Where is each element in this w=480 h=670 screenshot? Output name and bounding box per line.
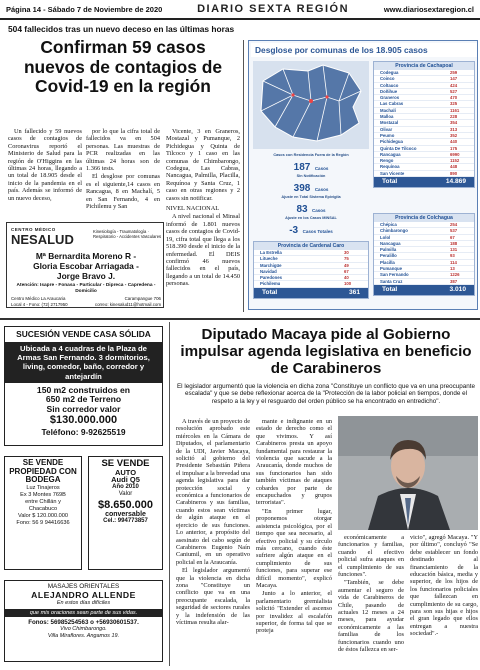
stat-value: 398	[293, 183, 311, 194]
ad-heading: SE VENDE	[101, 458, 150, 469]
macaya-col2-text-b: "En primer lugar, proponemos otorgar asistencia psicológica, por el tiempo que sea necesario, al efectivo policial y su círculo más cercano, cuando éste sufriere algún ataque en el cumplimiento de sus funciones, para superar ese difícil momento", explicó Macaya.	[256, 507, 332, 589]
ad-phone: Fono: 56 9 94416636	[16, 519, 70, 526]
stat-value: 187	[293, 162, 311, 173]
table-row: Nancagua 188	[374, 241, 474, 247]
clinic-coverage: Atención: Isapre - Fonasa - Particular - Dipreca - Capredena - Domicilio	[16, 283, 156, 294]
table-row: Paredones 40	[254, 275, 368, 281]
ad-land-area: 650 m2 de Terreno	[45, 394, 122, 405]
clinic-specialties: Kinesiología - Traumatología · Respiratorio - Accidentes Vasculares	[93, 229, 162, 239]
table-row: Chépica 254	[374, 222, 474, 228]
ad-line: Vivo Chimbarongo.	[60, 626, 107, 633]
macaya-column-2	[256, 418, 332, 636]
stat-epivigila	[273, 195, 349, 217]
ad-line: Chacabuco	[28, 505, 58, 512]
table-colchagua	[373, 213, 475, 296]
province-title: Provincia de Cardenal Caro	[254, 242, 368, 250]
stat-outside-region	[273, 153, 349, 175]
clinic-doctors	[13, 251, 159, 281]
table-row: Pichilemu 100	[254, 281, 368, 287]
ad-phone: Teléfono: 9-92625519	[41, 427, 126, 438]
website-link[interactable]: www.diariosextaregion.cl	[383, 4, 474, 14]
ad-line: Ex 3 Montes 769B	[20, 491, 66, 498]
province-title: Provincia de Cachapoal	[374, 62, 474, 70]
table-row: Santa Cruz 387	[374, 279, 474, 285]
macaya-column-3	[338, 534, 404, 655]
clinic-phone: Local 4 - Fono: (72) 2717950	[11, 302, 68, 307]
table-row: Machalí 1161	[374, 108, 474, 114]
table-row: Codegua 259	[374, 70, 474, 76]
doctor-name: Mª Bernardita Moreno R -	[35, 251, 137, 261]
clinic-contact-row	[11, 302, 161, 307]
doctor-name: Jorge Bravo J.	[56, 271, 116, 281]
ad-line: Luz Tinajeros	[26, 484, 60, 491]
clinic-logo	[11, 227, 74, 247]
ad-built-area: 150 m2 construidos en	[36, 384, 131, 395]
stat-unit: Casos	[314, 187, 329, 192]
macaya-col3-text-b: "También, se debe aumentar el seguro de vida de Carabineros de Chile, pasando de actuales 12 meses a 24 meses, para ayudar económicamente a las familias de los funcionarios cuando uno de éstos fallezca en ser-	[338, 579, 404, 654]
macaya-photo	[338, 416, 478, 530]
table-row: Placilla 114	[374, 260, 474, 266]
macaya-col1-text-a: A través de un proyecto de resolución aprobado este miércoles en la Cámara de Diputados, el parlamentario de la UDI, Javier Macaya, solicitó al gobierno del Presidente Sebastián Piñera el impulsar a la brevedad una agenda legislativa para dar protección social y económica a funcionarios de Carabineros y sus familias, cuando estos sean víctimas de algún ataque en el ejercicio de sus funciones. Lo anterior, a propósito del asesinato del cabo según de Carabineros Eugenio Naín Caniumil, en un operativo policial en la Araucanía.	[176, 418, 250, 566]
ad-car-model: Audi Q5	[111, 475, 140, 485]
table-row: Litueche 75	[254, 256, 368, 262]
column-divider	[243, 40, 244, 312]
table-row: Mostazal 354	[374, 120, 474, 126]
stat-unit: Casos	[312, 208, 326, 213]
covid-col3-text-b: A nivel nacional el Minsal informó de 1.801 nuevos casos de contagios de Covid-19, cifra total que llega a los 518.390 desde el inicio de la enfermedad. El DEIS confirmó 46 nuevos fallecidos en el país, llegando a un total de 14.450 personas.	[166, 213, 240, 288]
table-row: La Estrella 30	[254, 250, 368, 256]
ad-line: En estos días difíciles	[56, 600, 111, 606]
table-row: Pichidegua 440	[374, 139, 474, 145]
clinic-address	[11, 296, 161, 301]
table-row: Peralillo 93	[374, 253, 474, 259]
ad-phone: Fonos: 56985254563 o +56930601537.	[28, 619, 139, 627]
ad-banner: que mis oraciones sean parte de sus vidas.	[5, 609, 162, 618]
car-sale-ad	[88, 456, 163, 570]
stat-label: Ajuste en Total Sistema Epivigila	[281, 195, 341, 199]
ad-line: entre Chillán y	[25, 498, 61, 505]
ad-car-year: Año 2010	[112, 483, 139, 490]
macaya-col1-text-b: El legislador argumentó que la violencia en dicha zona "Constituye un conflicto que va en una preocupante escalada, la seguridad de sectores rurales y la indefensión de las víctimas resulta alar-	[176, 567, 250, 626]
covid-column-2	[86, 128, 160, 211]
table-row: Requínoa 448	[374, 164, 474, 170]
table-row: Quinta De Tilcoco 175	[374, 146, 474, 152]
table-row: Rengo 1152	[374, 158, 474, 164]
table-row: Coinco 147	[374, 76, 474, 82]
covid-column-1	[8, 128, 82, 203]
table-cachapoal	[373, 61, 475, 188]
stat-unit: Casos	[314, 166, 329, 171]
ad-heading: SUCESIÓN VENDE CASA SÓLIDA	[16, 329, 151, 339]
macaya-col2-text-c: Junto a lo anterior, el parlamentario gremialista solicitó "Extender el ascenso por invalidez al escalafón superior, de forma tal que se proteja	[256, 590, 332, 635]
ad-price: $8.650.000	[97, 498, 154, 511]
macaya-col3-text-a: económicamente a funcionarios y familias, cuando el efectivo policial sufra ataques en el cumplimiento de sus funciones".	[338, 534, 404, 579]
massage-ad	[4, 580, 163, 662]
covid-col2-text-b: El desglose por comunas es el siguiente,14 casos en Rancagua, 8 en Machalí, 5 en San Fernando, 4 en Pichilemu y San	[86, 173, 160, 211]
macaya-col4-text: vicio", agregó Macaya. "Y por último", concluyó "Se debe establecer un fondo destinado al financiamiento de la educación básica, media y superior, de los hijos de los funcionarios policiales que fallezcan en cumplimiento de su cargo, para son sus hijas e hijos el gran legado que ellos entregan a nuestra sociedad".-	[410, 534, 478, 638]
table-row: Navidad 67	[254, 269, 368, 275]
clinic-email: correo: kinesalud11@hotmail.com	[94, 302, 161, 307]
ad-address: Villa Miraflores. Angamos 19.	[47, 632, 120, 639]
ad-heading: SE VENDE PROPIEDAD CON BODEGA	[9, 458, 77, 484]
macaya-headline: Diputado Macaya pide al Gobierno impulsar agenda legislativa en beneficio de Carabineros	[180, 326, 472, 377]
ad-line: conversable	[105, 510, 146, 518]
macaya-column-4	[410, 534, 478, 639]
table-row: Marchigüe 49	[254, 263, 368, 269]
table-row: Peumo 352	[374, 133, 474, 139]
covid-kicker: 504 fallecidos tras un nuevo deceso en las últimas horas	[8, 24, 235, 34]
table-row: San Vicente 890	[374, 171, 474, 177]
covid-col3-text-a: Vicente, 3 en Graneros, Mostazal y Pumanque, 2 Pichidegua y Quinta de Tilcoco y 1 caso en las comunas de Chimbarongo, Codegua, Las Cabras, Nancagua, Palmilla, Placilla, Requínoa y Santa Cruz, 1 caso en otras regiones y 2 casos sin notificar.	[166, 128, 240, 202]
table-row: Doñihue 527	[374, 89, 474, 95]
covid-col1-text: Un fallecido y 59 nuevos casos de contagios de Coronavirus reportó el Ministerio de Salud para la región de O'Higgins en las últimas 24 horas, llegando a un total de 18.905 desde el inicio de la pandemia en el país. Además se informó de un nuevo deceso,	[8, 128, 82, 202]
page-header	[0, 0, 480, 20]
ad-description: Ubicada a 4 cuadras de la Plaza de Armas San Fernando. 3 dormitorios, living, comedor, baño, corredor y antejardín	[5, 342, 162, 383]
stat-label: Ajuste en los Casos MINSAL	[285, 216, 337, 220]
table-row: Lolol 67	[374, 235, 474, 241]
newspaper-title: DIARIO SEXTA REGIÓN	[197, 3, 350, 15]
table-row: Rancagua 6990	[374, 152, 474, 158]
province-title: Provincia de Colchagua	[374, 214, 474, 222]
covid-column-3	[166, 128, 240, 289]
stat-label: Casos con Residencia Fuera de la Región	[273, 153, 349, 157]
table-row: Coltauco 424	[374, 83, 474, 89]
stat-unit: Casos Totales	[302, 229, 333, 234]
table-total: Total 14.869	[374, 177, 474, 187]
doctor-name: Gloria Escobar Arriagada -	[33, 261, 139, 271]
table-cardenal-caro	[253, 241, 369, 299]
table-row: Graneros 470	[374, 95, 474, 101]
property-sale-ad	[4, 456, 82, 570]
column-divider	[169, 322, 170, 666]
ad-name: ALEJANDRO ALLENDE	[31, 590, 136, 600]
ad-condition: Sin corredor valor	[46, 403, 121, 414]
table-row: Pumanque 13	[374, 266, 474, 272]
region-map	[253, 61, 369, 149]
table-total: Total 361	[254, 288, 368, 298]
clinic-logo-text: NESALUD	[11, 232, 74, 247]
ad-phone: Cel.: 994773857	[103, 518, 148, 525]
ad-heading: MASAJES ORIENTALES	[47, 583, 120, 590]
region-map-icon	[253, 61, 369, 149]
clinic-advertisement	[6, 222, 164, 308]
nivel-nacional-heading: NIVEL NACIONAL	[166, 205, 220, 213]
ad-line: AUTO	[114, 468, 137, 477]
infographic-title: Desglose por comunas de los 18.905 casos	[251, 43, 477, 57]
section-divider	[0, 318, 480, 320]
macaya-column-1	[176, 418, 250, 627]
macaya-col2-text-a: mante e indignante en un estado de derecho como el que vivimos. Y así Carabineros presta un apoyo fundamental para restaurar la violencia que sacude a la Araucanía, donde muchos de sus funcionarios han sido también víctimas de ataques cobardes por parte de encapuchados y grupos terroristas".	[256, 418, 332, 507]
stat-no-notification	[273, 174, 349, 196]
table-row: Chimbarongo 537	[374, 228, 474, 234]
stat-label: Sin Notificación	[296, 174, 326, 178]
clinic-logo-sub: CENTRO MÉDICO	[11, 227, 56, 232]
table-row: Palmilla 131	[374, 247, 474, 253]
cachapoal-rows	[374, 70, 474, 177]
covid-infographic	[248, 40, 478, 310]
table-row: Las Cabras 325	[374, 101, 474, 107]
covid-headline: Confirman 59 casos nuevos de contagios de Covid-19 en la región	[23, 37, 223, 96]
stat-value: -3	[289, 225, 299, 236]
ad-price: $130.000.000	[49, 414, 118, 427]
house-sale-ad	[4, 326, 163, 446]
clinic-center: Centro Médico La Araucaria	[11, 296, 66, 301]
clinic-street: Carampangue 706	[124, 296, 161, 301]
stat-value: 83	[296, 204, 308, 215]
ad-price: Valor $ 120.000.000	[18, 512, 68, 519]
person-portrait-icon	[338, 416, 478, 530]
page-info: Página 14 - Sábado 7 de Noviembre de 2020	[6, 4, 163, 14]
table-row: San Fernando 1226	[374, 272, 474, 278]
table-total: Total 3.010	[374, 285, 474, 295]
table-row: Malloa 228	[374, 114, 474, 120]
ad-line: Valor	[118, 491, 133, 498]
table-row: Olivar 313	[374, 127, 474, 133]
stat-minsal-adjust	[273, 216, 349, 238]
covid-col2-text-a: por lo que la cifra total de fallecidos va en 504 personas. Las muestras de PCR realizadas en las últimas 24 horas son de 1.366 tests.	[86, 128, 160, 173]
macaya-deck: El legislador argumentó que la violencia en dicha zona "Constituye un conflicto que va en una preocupante escalada" y que se debe reflexionar acerca de la "Protección de la labor policial en tiempos, donde el respeto a la ley y el resguardo del orden público se ha encontrado en entredicho".	[176, 383, 476, 405]
